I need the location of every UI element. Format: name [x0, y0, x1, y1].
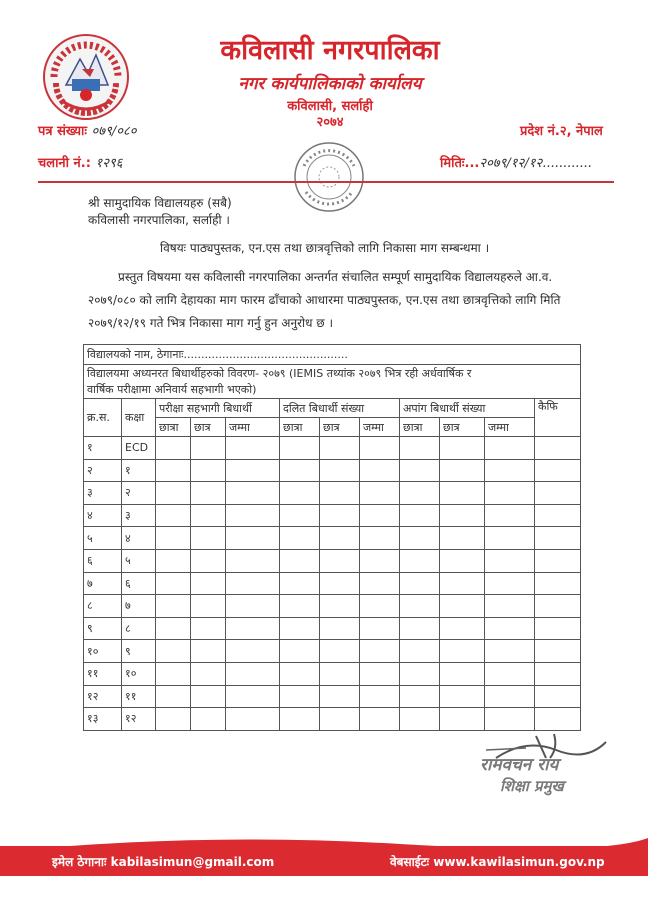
empty-entry-cell[interactable]	[320, 504, 360, 527]
empty-entry-cell[interactable]	[440, 482, 485, 505]
table-row	[84, 595, 581, 618]
empty-entry-cell[interactable]	[280, 595, 320, 618]
empty-entry-cell[interactable]	[156, 595, 191, 618]
empty-entry-cell[interactable]	[226, 595, 280, 618]
empty-entry-cell[interactable]	[191, 527, 226, 550]
empty-entry-cell[interactable]	[535, 459, 581, 482]
empty-entry-cell[interactable]	[320, 572, 360, 595]
empty-entry-cell[interactable]	[191, 459, 226, 482]
empty-entry-cell[interactable]	[320, 527, 360, 550]
empty-entry-cell[interactable]	[320, 437, 360, 460]
recipient-line-1: श्री सामुदायिक विद्यालयहरु (सबै)	[88, 196, 232, 210]
letter-number-label: पत्र संख्याः	[38, 124, 88, 139]
empty-entry-cell[interactable]	[535, 504, 581, 527]
empty-entry-cell[interactable]	[280, 572, 320, 595]
empty-entry-cell[interactable]	[360, 549, 400, 572]
row-serial-number: १०	[84, 640, 122, 663]
empty-entry-cell[interactable]	[320, 617, 360, 640]
empty-entry-cell[interactable]	[280, 640, 320, 663]
student-detail-line-1: विद्यालयमा अध्यनरत बिधार्थीहरुको विवरण- २०७९ (IEMIS तथ्यांक २०७९ भित्र रही अर्धवार्षिक र	[84, 365, 581, 382]
empty-entry-cell[interactable]	[485, 708, 535, 731]
header-g3-boys: छात्र	[440, 418, 485, 437]
empty-entry-cell[interactable]	[226, 549, 280, 572]
empty-entry-cell[interactable]	[226, 662, 280, 685]
header-divider	[38, 181, 614, 183]
table-row	[84, 572, 581, 595]
empty-entry-cell[interactable]	[360, 459, 400, 482]
table-row	[84, 482, 581, 505]
empty-entry-cell[interactable]	[535, 572, 581, 595]
empty-entry-cell[interactable]	[156, 482, 191, 505]
body-paragraph: प्रस्तुत विषयमा यस कविलासी नगरपालिका अन्तर्गत संचालित सम्पूर्ण सामुदायिक विद्यालयहरुले आ.व. २०७९/०८० को लागि देहायका माग फारम ढाँचाको आधारमा पाठ्यपुस्तक, एन.एस तथा छात्रवृत्तिको लागि मिति २०७९/१२/१९ गते भित्र निकासा माग गर्नु हुन अनुरोध छ ।	[88, 270, 561, 330]
empty-entry-cell[interactable]	[400, 617, 440, 640]
table-row	[84, 685, 581, 708]
row-class: ५	[122, 549, 156, 572]
empty-entry-cell[interactable]	[535, 708, 581, 731]
header-g3-total: जम्मा	[485, 418, 535, 437]
empty-entry-cell[interactable]	[191, 504, 226, 527]
municipality-title: कविलासी नगरपालिका	[220, 35, 440, 66]
empty-entry-cell[interactable]	[440, 459, 485, 482]
empty-entry-cell[interactable]	[535, 437, 581, 460]
empty-entry-cell[interactable]	[320, 685, 360, 708]
empty-entry-cell[interactable]	[226, 572, 280, 595]
row-serial-number: ४	[84, 504, 122, 527]
table-row	[84, 459, 581, 482]
empty-entry-cell[interactable]	[280, 482, 320, 505]
empty-entry-cell[interactable]	[485, 437, 535, 460]
empty-entry-cell[interactable]	[280, 527, 320, 550]
empty-entry-cell[interactable]	[535, 482, 581, 505]
letter-date-label: मितिः...	[440, 156, 480, 171]
empty-entry-cell[interactable]	[280, 504, 320, 527]
header-class: कक्षा	[122, 399, 156, 437]
row-serial-number: १३	[84, 708, 122, 731]
empty-entry-cell[interactable]	[156, 662, 191, 685]
header-g1-boys: छात्र	[191, 418, 226, 437]
empty-entry-cell[interactable]	[226, 527, 280, 550]
school-name-field: विद्यालयको नाम, ठेगानाः...............................................	[84, 345, 581, 365]
empty-entry-cell[interactable]	[360, 504, 400, 527]
empty-entry-cell[interactable]	[440, 572, 485, 595]
empty-entry-cell[interactable]	[400, 572, 440, 595]
row-class: ११	[122, 685, 156, 708]
empty-entry-cell[interactable]	[156, 617, 191, 640]
empty-entry-cell[interactable]	[485, 662, 535, 685]
empty-entry-cell[interactable]	[226, 640, 280, 663]
empty-entry-cell[interactable]	[156, 572, 191, 595]
empty-entry-cell[interactable]	[485, 617, 535, 640]
empty-entry-cell[interactable]	[440, 617, 485, 640]
empty-entry-cell[interactable]	[191, 708, 226, 731]
empty-entry-cell[interactable]	[156, 640, 191, 663]
empty-entry-cell[interactable]	[226, 685, 280, 708]
empty-entry-cell[interactable]	[535, 595, 581, 618]
empty-entry-cell[interactable]	[280, 549, 320, 572]
empty-entry-cell[interactable]	[320, 459, 360, 482]
empty-entry-cell[interactable]	[226, 708, 280, 731]
header-g1-girls: छात्रा	[156, 418, 191, 437]
row-serial-number: ११	[84, 662, 122, 685]
empty-entry-cell[interactable]	[400, 504, 440, 527]
letter-date-value: २०७९/१२/१२............	[479, 156, 592, 171]
empty-entry-cell[interactable]	[535, 617, 581, 640]
footer-website	[390, 853, 605, 870]
empty-entry-cell[interactable]	[280, 662, 320, 685]
empty-entry-cell[interactable]	[280, 685, 320, 708]
row-serial-number: ८	[84, 595, 122, 618]
header-g1-total: जम्मा	[226, 418, 280, 437]
empty-entry-cell[interactable]	[535, 640, 581, 663]
empty-entry-cell[interactable]	[226, 437, 280, 460]
office-subtitle: नगर कार्यपालिकाको कार्यालय	[238, 74, 422, 94]
empty-entry-cell[interactable]	[400, 549, 440, 572]
letter-number-value: ०७९/०८०	[91, 124, 137, 139]
row-class: ६	[122, 572, 156, 595]
table-row	[84, 662, 581, 685]
empty-entry-cell[interactable]	[400, 708, 440, 731]
empty-entry-cell[interactable]	[400, 459, 440, 482]
empty-entry-cell[interactable]	[440, 662, 485, 685]
empty-entry-cell[interactable]	[226, 482, 280, 505]
established-year: २०७४	[316, 115, 344, 130]
nepal-emblem-logo	[42, 33, 130, 121]
empty-entry-cell[interactable]	[280, 459, 320, 482]
empty-entry-cell[interactable]	[400, 662, 440, 685]
empty-entry-cell[interactable]	[156, 685, 191, 708]
empty-entry-cell[interactable]	[360, 437, 400, 460]
empty-entry-cell[interactable]	[360, 708, 400, 731]
empty-entry-cell[interactable]	[320, 482, 360, 505]
empty-entry-cell[interactable]	[156, 549, 191, 572]
empty-entry-cell[interactable]	[191, 482, 226, 505]
header-exam-participants: परीक्षा सहभागी बिधार्थी	[156, 399, 280, 418]
row-serial-number: ६	[84, 549, 122, 572]
row-class: ७	[122, 595, 156, 618]
empty-entry-cell[interactable]	[280, 617, 320, 640]
table-row	[84, 527, 581, 550]
empty-entry-cell[interactable]	[280, 708, 320, 731]
table-row	[84, 437, 581, 460]
dispatch-number-label: चलानी नं.:	[38, 156, 91, 171]
table-row	[84, 549, 581, 572]
empty-entry-cell[interactable]	[156, 504, 191, 527]
empty-entry-cell[interactable]	[485, 572, 535, 595]
empty-entry-cell[interactable]	[400, 685, 440, 708]
empty-entry-cell[interactable]	[485, 640, 535, 663]
empty-entry-cell[interactable]	[440, 708, 485, 731]
row-serial-number: ९	[84, 617, 122, 640]
empty-entry-cell[interactable]	[191, 617, 226, 640]
empty-entry-cell[interactable]	[400, 527, 440, 550]
row-class: १०	[122, 662, 156, 685]
row-class: ८	[122, 617, 156, 640]
empty-entry-cell[interactable]	[400, 482, 440, 505]
empty-entry-cell[interactable]	[485, 549, 535, 572]
subject-line: विषयः पाठ्यपुस्तक, एन.एस तथा छात्रवृत्तिको लागि निकासा माग सम्बन्धमा ।	[160, 241, 490, 255]
header-g2-total: जम्मा	[360, 418, 400, 437]
empty-entry-cell[interactable]	[360, 595, 400, 618]
empty-entry-cell[interactable]	[226, 459, 280, 482]
empty-entry-cell[interactable]	[156, 527, 191, 550]
row-class: ECD	[122, 437, 156, 460]
empty-entry-cell[interactable]	[360, 662, 400, 685]
row-serial-number: ७	[84, 572, 122, 595]
empty-entry-cell[interactable]	[440, 640, 485, 663]
table-row	[84, 708, 581, 731]
empty-entry-cell[interactable]	[360, 685, 400, 708]
row-serial-number: १२	[84, 685, 122, 708]
empty-entry-cell[interactable]	[280, 437, 320, 460]
empty-entry-cell[interactable]	[226, 504, 280, 527]
empty-entry-cell[interactable]	[440, 527, 485, 550]
row-class: २	[122, 482, 156, 505]
student-detail-line-2: वार्षिक परीक्षामा अनिवार्य सहभागी भएको)	[84, 382, 581, 399]
empty-entry-cell[interactable]	[360, 527, 400, 550]
empty-entry-cell[interactable]	[400, 437, 440, 460]
empty-entry-cell[interactable]	[440, 595, 485, 618]
empty-entry-cell[interactable]	[440, 437, 485, 460]
empty-entry-cell[interactable]	[400, 640, 440, 663]
footer-email	[52, 853, 274, 870]
empty-entry-cell[interactable]	[535, 685, 581, 708]
letter-number	[38, 121, 137, 139]
empty-entry-cell[interactable]	[191, 685, 226, 708]
empty-entry-cell[interactable]	[156, 437, 191, 460]
row-serial-number: २	[84, 459, 122, 482]
footer-website-link[interactable]: www.kawilasimun.gov.np	[433, 855, 605, 869]
empty-entry-cell[interactable]	[485, 459, 535, 482]
empty-entry-cell[interactable]	[400, 595, 440, 618]
empty-entry-cell[interactable]	[320, 595, 360, 618]
table-row	[84, 504, 581, 527]
dispatch-number	[38, 153, 122, 171]
empty-entry-cell[interactable]	[360, 482, 400, 505]
empty-entry-cell[interactable]	[485, 504, 535, 527]
signatory-title: शिक्षा प्रमुख	[500, 777, 564, 795]
empty-entry-cell[interactable]	[226, 617, 280, 640]
header-serial-number: क्र.स.	[84, 399, 122, 437]
empty-entry-cell[interactable]	[485, 595, 535, 618]
empty-entry-cell[interactable]	[191, 549, 226, 572]
row-class: ४	[122, 527, 156, 550]
empty-entry-cell[interactable]	[440, 504, 485, 527]
empty-entry-cell[interactable]	[320, 640, 360, 663]
row-class: १२	[122, 708, 156, 731]
empty-entry-cell[interactable]	[485, 482, 535, 505]
empty-entry-cell[interactable]	[360, 640, 400, 663]
header-disabled-students: अपांग बिधार्थी संख्या	[400, 399, 535, 418]
empty-entry-cell[interactable]	[156, 708, 191, 731]
header-dalit-students: दलित बिधार्थी संख्या	[280, 399, 400, 418]
row-class: ३	[122, 504, 156, 527]
empty-entry-cell[interactable]	[485, 527, 535, 550]
empty-entry-cell[interactable]	[191, 572, 226, 595]
row-serial-number: १	[84, 437, 122, 460]
empty-entry-cell[interactable]	[535, 549, 581, 572]
office-address: कविलासी, सर्लाही	[287, 99, 373, 114]
recipient-line-2: कविलासी नगरपालिका, सर्लाही ।	[88, 213, 230, 227]
empty-entry-cell[interactable]	[191, 437, 226, 460]
table-row	[84, 640, 581, 663]
province-label: प्रदेश नं.२, नेपाल	[520, 124, 603, 139]
empty-entry-cell[interactable]	[535, 662, 581, 685]
table-row	[84, 617, 581, 640]
empty-entry-cell[interactable]	[360, 617, 400, 640]
empty-entry-cell[interactable]	[320, 708, 360, 731]
letter-date	[440, 153, 592, 171]
empty-entry-cell[interactable]	[156, 459, 191, 482]
empty-entry-cell[interactable]	[360, 572, 400, 595]
row-serial-number: ५	[84, 527, 122, 550]
empty-entry-cell[interactable]	[191, 662, 226, 685]
empty-entry-cell[interactable]	[191, 595, 226, 618]
footer-email-link[interactable]: kabilasimun@gmail.com	[110, 855, 275, 869]
form-data-rows	[84, 437, 581, 731]
empty-entry-cell[interactable]	[320, 549, 360, 572]
dispatch-number-value: १२९६	[95, 156, 123, 171]
empty-entry-cell[interactable]	[191, 640, 226, 663]
footer-website-label: वेबसाईटः	[390, 855, 430, 869]
header-remarks: कैफि	[535, 399, 581, 437]
empty-entry-cell[interactable]	[535, 527, 581, 550]
row-class: १	[122, 459, 156, 482]
header-g2-boys: छात्र	[320, 418, 360, 437]
row-class: ९	[122, 640, 156, 663]
demand-form-table	[83, 344, 581, 731]
empty-entry-cell[interactable]	[485, 685, 535, 708]
signatory-name: रामवचन राय	[480, 755, 559, 775]
empty-entry-cell[interactable]	[440, 685, 485, 708]
empty-entry-cell[interactable]	[440, 549, 485, 572]
footer-email-label: इमेल ठेगानाः	[52, 855, 107, 869]
empty-entry-cell[interactable]	[320, 662, 360, 685]
row-serial-number: ३	[84, 482, 122, 505]
office-round-stamp	[290, 138, 368, 216]
header-g3-girls: छात्रा	[400, 418, 440, 437]
header-g2-girls: छात्रा	[280, 418, 320, 437]
